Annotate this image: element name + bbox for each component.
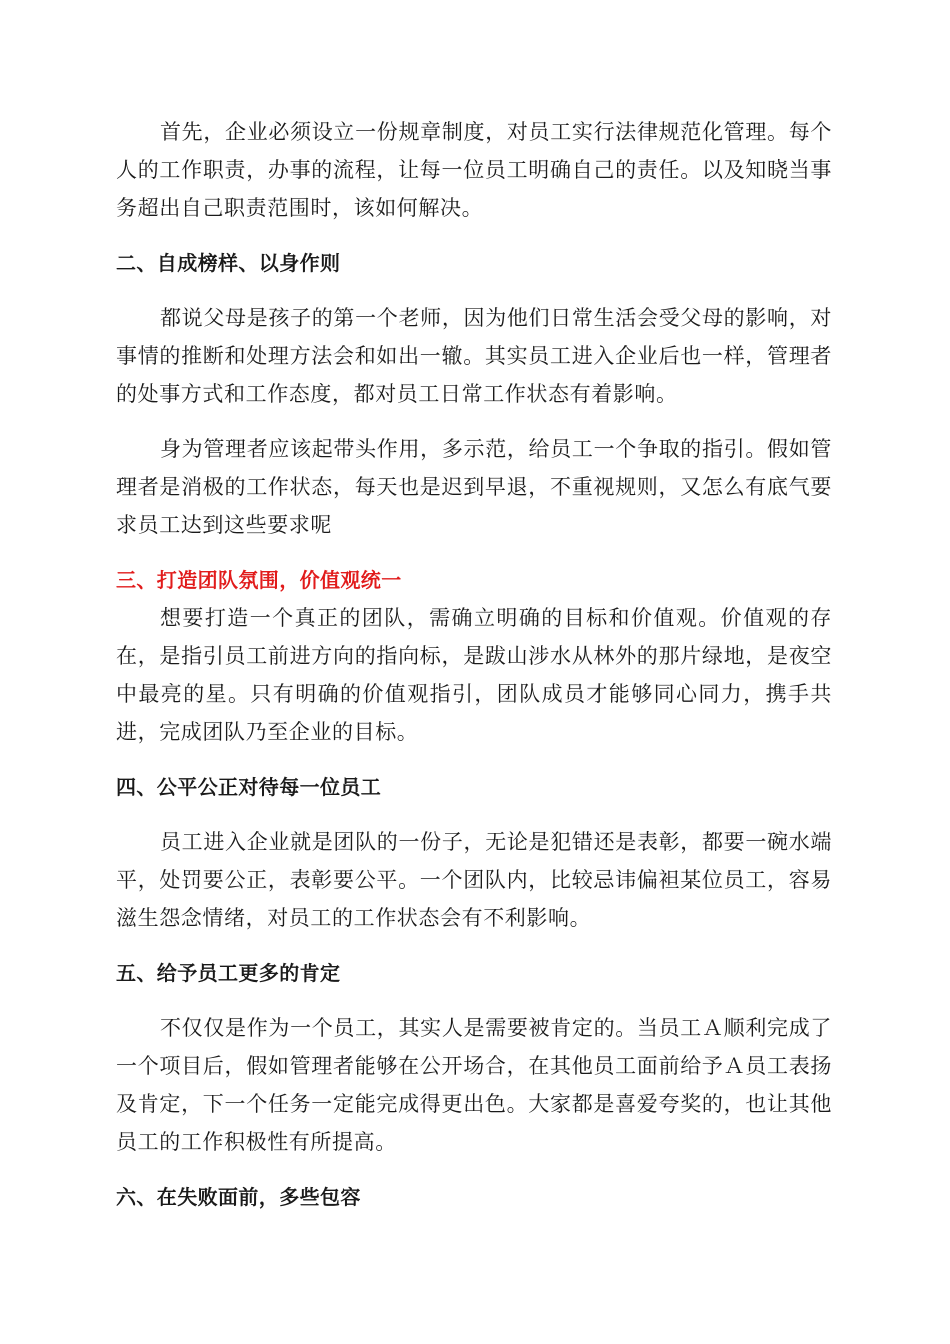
paragraph-parents-analogy: 都说父母是孩子的第一个老师，因为他们日常生活会受父母的影响，对事情的推断和处理方法会和如出一辙。其实员工进入企业后也一样，管理者的处事方式和工作态度，都对员工日常工作状态有着影响。 (116, 306, 832, 406)
heading-tolerance: 六、在失败面前，多些包容 (116, 1185, 361, 1209)
paragraph-fairness: 员工进入企业就是团队的一份子，无论是犯错还是表彰，都要一碗水端平，处罚要公正，表彰要公平。一个团队内，比较忌讳偏袒某位员工，容易滋生怨念情绪，对员工的工作状态会有不利影响。 (116, 830, 832, 930)
paragraph-manager-role: 身为管理者应该起带头作用，多示范，给员工一个争取的指引。假如管理者是消极的工作状态，每天也是迟到早退，不重视规则，又怎么有底气要求员工达到这些要求呢 (116, 437, 832, 537)
paragraph-recognition: 不仅仅是作为一个员工，其实人是需要被肯定的。当员工Ａ顺利完成了一个项目后，假如管理者能够在公开场合，在其他员工面前给予Ａ员工表扬及肯定，下一个任务一定能完成得更出色。大家都是喜爱夸奖的，也让其他员工的工作积极性有所提高。 (116, 1016, 832, 1154)
heading-team-atmosphere: 三、打造团队氛围，价值观统一 (116, 568, 402, 592)
paragraph-team-values: 想要打造一个真正的团队，需确立明确的目标和价值观。价值观的存在，是指引员工前进方向的指向标，是跋山涉水从林外的那片绿地，是夜空中最亮的星。只有明确的价值观指引，团队成员才能够同心同力，携手共进，完成团队乃至企业的目标。 (116, 606, 832, 744)
heading-lead-by-example: 二、自成榜样、以身作则 (116, 251, 341, 275)
paragraph-rules: 首先，企业必须设立一份规章制度，对员工实行法律规范化管理。每个人的工作职责，办事的流程，让每一位员工明确自己的责任。以及知晓当事务超出自己职责范围时，该如何解决。 (116, 120, 832, 220)
heading-fairness: 四、公平公正对待每一位员工 (116, 775, 382, 799)
heading-recognition: 五、给予员工更多的肯定 (116, 961, 341, 985)
document-body (116, 113, 832, 1233)
